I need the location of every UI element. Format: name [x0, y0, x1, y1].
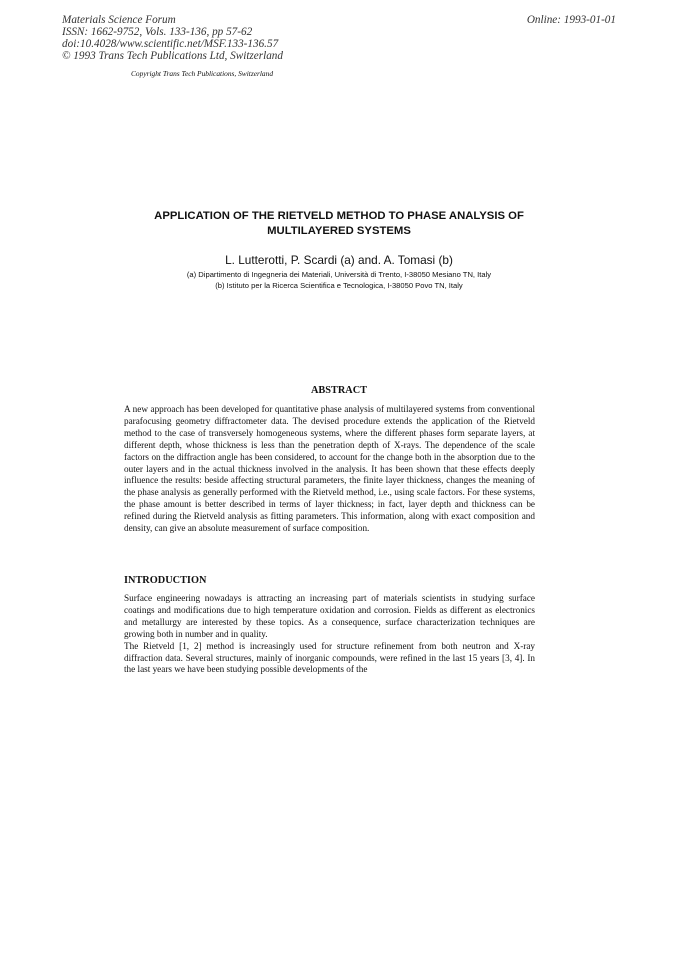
paper-title — [0, 209, 678, 239]
online-date: Online: 1993-01-01 — [526, 14, 616, 26]
publication-info — [62, 14, 283, 62]
abstract-text: A new approach has been developed for quantitative phase analysis of multilayered systems from conventional parafocusing geometry diffractometer data. The devised procedure extends the application of the Rietveld method to the case of transversely homogeneous systems, where the different phases form separate layers, at different depth, whose thickness is less than the penetration depth of X-rays. The dependence of the scale factors on the diffraction angle has been considered, to account for the change both in the absorption due to the outer layers and in the actual thickness involved in the analysis. It has been shown that these effects deeply influence the results: beside affecting structural parameters, the finite layer thickness, changes the meaning of the phase analysis as generally performed with the Rietveld method, i.e., using scale factors. For these systems, the phase amount is better described in terms of layer thickness; in fact, layer depth and thickness can be refined during the Rietveld analysis as fitting parameters. This information, along with exact composition and density, can give an absolute measurement of surface composition. — [124, 404, 535, 534]
issn-line: ISSN: 1662-9752, Vols. 133-136, pp 57-62 — [62, 26, 253, 38]
author-list: L. Lutterotti, P. Scardi (a) and. A. Tomasi (b) — [225, 253, 453, 267]
abstract-heading: ABSTRACT — [310, 385, 368, 396]
affiliation-a: (a) Dipartimento di Ingegneria dei Materiali, Università di Trento, I-38050 Mesiano TN, Italy — [186, 270, 492, 279]
title-line-1: APPLICATION OF THE RIETVELD METHOD TO PHASE ANALYSIS OF — [154, 210, 524, 222]
introduction-heading: INTRODUCTION — [124, 575, 207, 586]
publisher-copyright: © 1993 Trans Tech Publications Ltd, Switzerland — [62, 50, 283, 62]
affiliation-b: (b) Istituto per la Ricerca Scientifica e Tecnologica, I-38050 Povo TN, Italy — [215, 281, 463, 290]
title-line-2: MULTILAYERED SYSTEMS — [267, 225, 411, 237]
journal-name: Materials Science Forum — [62, 14, 176, 26]
introduction-paragraph-1: Surface engineering nowadays is attracting an increasing part of materials scientists in studying surface coatings and modifications due to high temperature oxidation and corrosion. Fields as different as electronics and metallurgy are interested by these topics. As a consequence, surface characterization techniques are growing both in number and in quality. — [124, 593, 535, 639]
introduction-body — [124, 593, 535, 676]
copyright-notice: Copyright Trans Tech Publications, Switzerland — [131, 69, 274, 78]
introduction-paragraph-2: The Rietveld [1, 2] method is increasingly used for structure refinement from both neutron and X-ray diffraction data. Several structures, mainly of inorganic compounds, were refined in the last 15 years [3, 4]. In the last years we have been studying possible developments of the — [124, 640, 535, 675]
affiliations — [0, 269, 678, 291]
abstract-body — [124, 404, 535, 535]
doi-line: doi:10.4028/www.scientific.net/MSF.133-136.57 — [62, 38, 279, 50]
